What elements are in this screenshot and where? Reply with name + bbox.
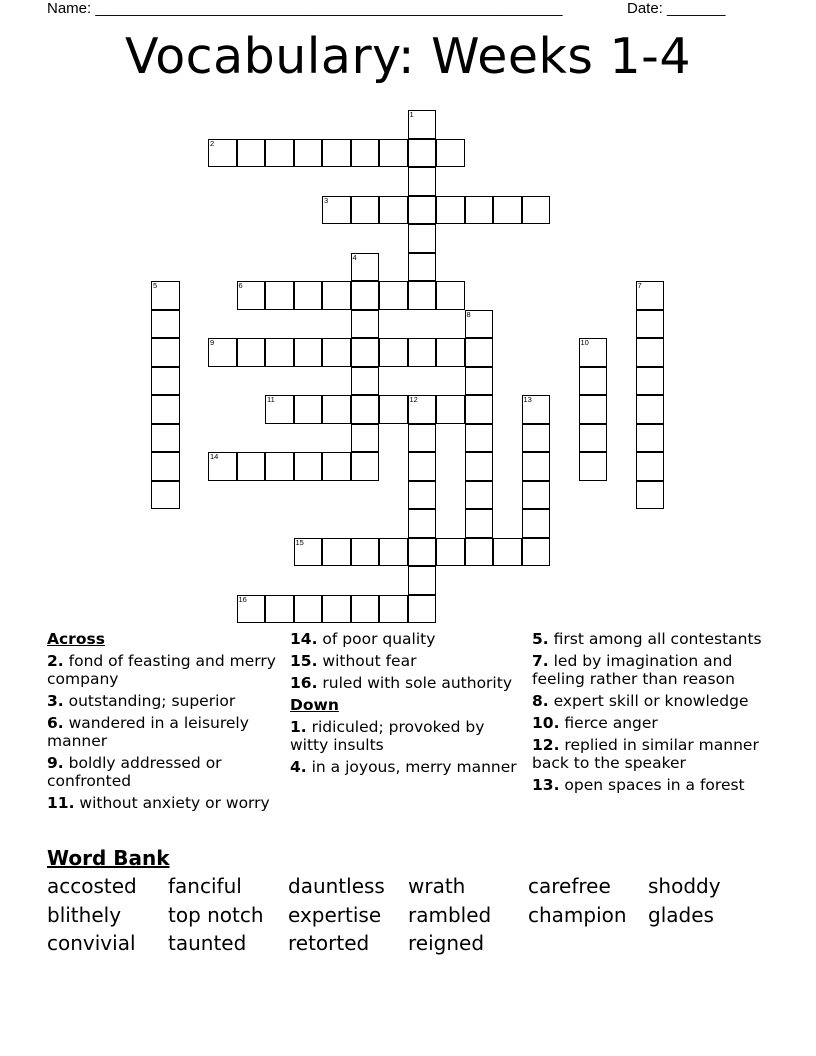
date-field-label: Date: _______ <box>627 0 726 17</box>
clue-number: 1 <box>409 110 414 119</box>
clue-text: first among all contestants <box>553 630 762 648</box>
word-bank-word: taunted <box>168 931 247 955</box>
clue-item <box>532 652 772 688</box>
crossword-cell[interactable] <box>636 367 665 396</box>
crossword-cell[interactable] <box>522 196 551 225</box>
crossword-cell[interactable] <box>294 595 323 624</box>
clue-item <box>47 714 282 750</box>
crossword-cell[interactable] <box>408 538 437 567</box>
clue-item <box>532 736 772 772</box>
crossword-cell[interactable] <box>522 395 551 424</box>
clues-column-3 <box>532 630 772 798</box>
word-bank-word: glades <box>648 903 714 927</box>
crossword-cell[interactable] <box>379 281 408 310</box>
crossword-cell[interactable] <box>436 338 465 367</box>
crossword-cell[interactable] <box>636 481 665 510</box>
crossword-cell[interactable] <box>294 338 323 367</box>
clue-heading: Down <box>290 696 339 714</box>
word-bank-title: Word Bank <box>47 846 170 870</box>
clue-number: 5. <box>532 630 549 648</box>
crossword-cell[interactable] <box>379 139 408 168</box>
crossword-cell[interactable] <box>465 481 494 510</box>
clue-number: 7 <box>637 281 642 290</box>
crossword-cell[interactable] <box>208 338 237 367</box>
crossword-cell[interactable] <box>379 595 408 624</box>
crossword-cell[interactable] <box>636 424 665 453</box>
clue-text: ruled with sole authority <box>322 674 512 692</box>
crossword-cell[interactable] <box>636 395 665 424</box>
crossword-cell[interactable] <box>322 281 351 310</box>
clue-item <box>47 794 282 812</box>
clue-item <box>47 754 282 790</box>
clue-number: 16 <box>238 594 247 604</box>
crossword-cell[interactable] <box>579 338 608 367</box>
word-bank-word: fanciful <box>168 874 242 898</box>
clues-column-2 <box>290 630 525 780</box>
crossword-cell[interactable] <box>351 452 380 481</box>
clue-number: 10. <box>532 714 560 732</box>
clue-number: 2. <box>47 652 64 670</box>
crossword-cell[interactable] <box>151 395 180 424</box>
word-bank-word: blithely <box>47 903 122 927</box>
crossword-cell[interactable] <box>465 338 494 367</box>
crossword-cell[interactable] <box>322 395 351 424</box>
clue-text: without anxiety or worry <box>79 794 270 812</box>
clue-text: open spaces in a forest <box>564 776 745 794</box>
clue-item <box>290 630 525 648</box>
crossword-cell[interactable] <box>436 196 465 225</box>
crossword-cell[interactable] <box>636 452 665 481</box>
crossword-cell[interactable] <box>151 481 180 510</box>
clue-number: 4. <box>290 758 307 776</box>
crossword-cell[interactable] <box>208 139 237 168</box>
clue-number: 1. <box>290 718 307 736</box>
crossword-cell[interactable] <box>579 452 608 481</box>
crossword-cell[interactable] <box>636 281 665 310</box>
clue-text: boldly addressed or confronted <box>47 754 222 790</box>
clue-text: ridiculed; provoked by witty insults <box>290 718 485 754</box>
crossword-cell[interactable] <box>351 310 380 339</box>
crossword-cell[interactable] <box>408 224 437 253</box>
crossword-cell[interactable] <box>294 395 323 424</box>
crossword-cell[interactable] <box>408 424 437 453</box>
clue-number: 3 <box>324 195 329 205</box>
clue-number: 11. <box>47 794 75 812</box>
crossword-cell[interactable] <box>294 281 323 310</box>
crossword-cell[interactable] <box>351 424 380 453</box>
clue-number: 9 <box>210 338 215 347</box>
crossword-cell[interactable] <box>265 281 294 310</box>
crossword-cell[interactable] <box>465 509 494 538</box>
clue-number: 7. <box>532 652 549 670</box>
crossword-cell[interactable] <box>322 595 351 624</box>
crossword-cell[interactable] <box>408 139 437 168</box>
word-bank-word: convivial <box>47 931 136 955</box>
clue-text: outstanding; superior <box>68 692 236 710</box>
clue-text: fierce anger <box>564 714 658 732</box>
crossword-cell[interactable] <box>379 196 408 225</box>
crossword-cell[interactable] <box>322 196 351 225</box>
crossword-cell[interactable] <box>408 481 437 510</box>
clue-number: 4 <box>352 252 357 262</box>
crossword-cell[interactable] <box>379 395 408 424</box>
crossword-cell[interactable] <box>579 367 608 396</box>
crossword-cell[interactable] <box>465 424 494 453</box>
crossword-cell[interactable] <box>636 310 665 339</box>
clue-text: in a joyous, merry manner <box>311 758 517 776</box>
clue-item <box>47 652 282 688</box>
name-field-label: Name: ________________________________________________________ <box>47 0 563 17</box>
crossword-cell[interactable] <box>493 196 522 225</box>
crossword-cell[interactable] <box>465 310 494 339</box>
crossword-cell[interactable] <box>151 281 180 310</box>
crossword-cell[interactable] <box>436 281 465 310</box>
crossword-cell[interactable] <box>237 281 266 310</box>
crossword-cell[interactable] <box>322 452 351 481</box>
crossword-cell[interactable] <box>408 509 437 538</box>
crossword-cell[interactable] <box>465 367 494 396</box>
clue-number: 10 <box>580 338 589 347</box>
crossword-cell[interactable] <box>151 310 180 339</box>
clue-number: 15. <box>290 652 318 670</box>
crossword-cell[interactable] <box>636 338 665 367</box>
clue-text: led by imagination and feeling rather than reason <box>532 652 735 688</box>
word-bank-word: accosted <box>47 874 137 898</box>
clue-text: without fear <box>322 652 417 670</box>
crossword-cell[interactable] <box>465 196 494 225</box>
clue-text: of poor quality <box>322 630 436 648</box>
crossword-cell[interactable] <box>322 338 351 367</box>
clue-number: 6. <box>47 714 64 732</box>
clue-number: 14. <box>290 630 318 648</box>
clue-text: expert skill or knowledge <box>553 692 749 710</box>
clue-number: 3. <box>47 692 64 710</box>
crossword-cell[interactable] <box>351 367 380 396</box>
clue-number: 8 <box>466 309 471 319</box>
clue-number: 12 <box>409 395 418 404</box>
clue-number: 8. <box>532 692 549 710</box>
crossword-cell[interactable] <box>522 452 551 481</box>
crossword-cell[interactable] <box>579 395 608 424</box>
clue-number: 13 <box>523 395 532 404</box>
crossword-cell[interactable] <box>351 595 380 624</box>
crossword-cell[interactable] <box>436 538 465 567</box>
clue-item <box>47 692 282 710</box>
word-bank-word: reigned <box>408 931 485 955</box>
crossword-cell[interactable] <box>408 281 437 310</box>
crossword-cell[interactable] <box>237 595 266 624</box>
crossword-cell[interactable] <box>294 452 323 481</box>
crossword-cell[interactable] <box>151 452 180 481</box>
word-bank-word: retorted <box>288 931 370 955</box>
word-bank-word: shoddy <box>648 874 721 898</box>
crossword-cell[interactable] <box>351 281 380 310</box>
word-bank-word: expertise <box>288 903 382 927</box>
clue-number: 14 <box>210 452 219 461</box>
clues-column-1 <box>47 630 282 816</box>
crossword-cell[interactable] <box>351 338 380 367</box>
crossword-cell[interactable] <box>237 338 266 367</box>
crossword-cell[interactable] <box>208 452 237 481</box>
crossword-cell[interactable] <box>351 139 380 168</box>
crossword-cell[interactable] <box>351 538 380 567</box>
clue-text: wandered in a leisurely manner <box>47 714 249 750</box>
word-bank-word: rambled <box>408 903 492 927</box>
word-bank-word: champion <box>528 903 627 927</box>
crossword-cell[interactable] <box>408 595 437 624</box>
crossword-cell[interactable] <box>522 538 551 567</box>
clue-text: fond of feasting and merry company <box>47 652 276 688</box>
crossword-cell[interactable] <box>294 538 323 567</box>
crossword-cell[interactable] <box>408 452 437 481</box>
crossword-cell[interactable] <box>408 253 437 282</box>
crossword-cell[interactable] <box>351 196 380 225</box>
crossword-cell[interactable] <box>465 452 494 481</box>
crossword-cell[interactable] <box>151 424 180 453</box>
clue-number: 5 <box>153 281 158 290</box>
crossword-cell[interactable] <box>151 367 180 396</box>
clue-item <box>290 652 525 670</box>
crossword-cell[interactable] <box>265 452 294 481</box>
crossword-cell[interactable] <box>351 253 380 282</box>
clue-number: 12. <box>532 736 560 754</box>
crossword-cell[interactable] <box>579 424 608 453</box>
crossword-cell[interactable] <box>465 395 494 424</box>
crossword-cell[interactable] <box>493 538 522 567</box>
crossword-cell[interactable] <box>294 139 323 168</box>
clue-number: 13. <box>532 776 560 794</box>
crossword-cell[interactable] <box>237 452 266 481</box>
crossword-cell[interactable] <box>322 538 351 567</box>
crossword-cell[interactable] <box>408 566 437 595</box>
clue-heading: Across <box>47 630 105 648</box>
clue-item <box>290 674 525 692</box>
word-bank-word: wrath <box>408 874 466 898</box>
clue-text: replied in similar manner back to the speaker <box>532 736 759 772</box>
crossword-cell[interactable] <box>522 424 551 453</box>
crossword-cell[interactable] <box>322 139 351 168</box>
clue-number: 9. <box>47 754 64 772</box>
word-bank-word: dauntless <box>288 874 385 898</box>
word-bank-word: carefree <box>528 874 611 898</box>
crossword-cell[interactable] <box>151 338 180 367</box>
clue-item <box>290 758 525 776</box>
crossword-cell[interactable] <box>408 167 437 196</box>
crossword-cell[interactable] <box>265 395 294 424</box>
crossword-cell[interactable] <box>379 538 408 567</box>
crossword-cell[interactable] <box>522 509 551 538</box>
clue-item <box>532 776 772 794</box>
clue-item <box>290 718 525 754</box>
crossword-cell[interactable] <box>265 139 294 168</box>
crossword-cell[interactable] <box>265 338 294 367</box>
clue-number: 6 <box>238 281 243 290</box>
crossword-cell[interactable] <box>408 395 437 424</box>
crossword-cell[interactable] <box>522 481 551 510</box>
word-bank-word: top notch <box>168 903 264 927</box>
crossword-cell[interactable] <box>351 395 380 424</box>
crossword-cell[interactable] <box>465 538 494 567</box>
clue-item <box>532 692 772 710</box>
clue-item <box>532 630 772 648</box>
crossword-cell[interactable] <box>436 139 465 168</box>
clue-number: 11 <box>267 395 275 404</box>
clue-item <box>532 714 772 732</box>
crossword-cell[interactable] <box>379 338 408 367</box>
crossword-cell[interactable] <box>408 338 437 367</box>
clue-number: 2 <box>210 138 215 148</box>
crossword-cell[interactable] <box>408 196 437 225</box>
crossword-cell[interactable] <box>237 139 266 168</box>
crossword-cell[interactable] <box>408 110 437 139</box>
clue-number: 15 <box>295 537 304 547</box>
crossword-cell[interactable] <box>265 595 294 624</box>
clue-number: 16. <box>290 674 318 692</box>
crossword-cell[interactable] <box>436 395 465 424</box>
page-title: Vocabulary: Weeks 1-4 <box>124 28 691 85</box>
